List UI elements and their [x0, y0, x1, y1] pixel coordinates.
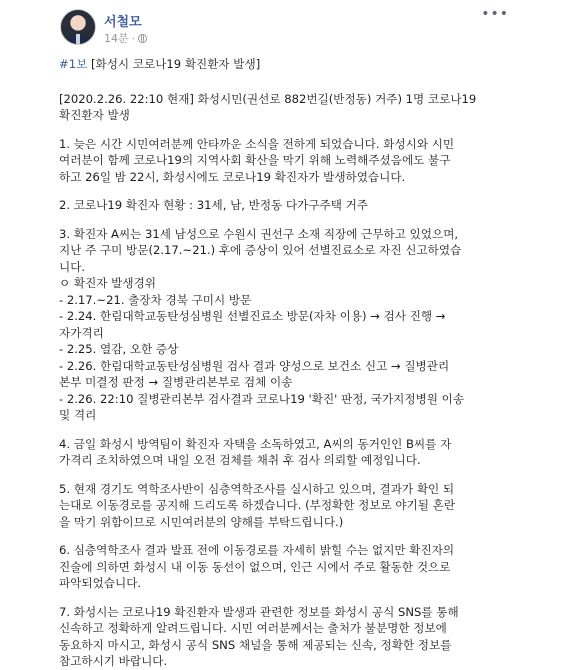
post-text-line: 는대로 이동경로를 공지해 드리도록 하겠습니다. (부정확한 정보로 야기될 혼란	[59, 498, 456, 512]
post-text-line: - 2.26. 22:10 질병관리본부 검사결과 코로나19 '확진' 판정, 국가지정병원 이송	[59, 391, 465, 406]
hashtag-link[interactable]: #1보	[59, 57, 88, 71]
post-text-line: 6. 심층역학조사 결과 발표 전에 이동경로를 자세히 밝힐 수는 없지만 확진자의	[59, 543, 455, 557]
post-text-line: - 2.24. 한림대학교동탄성심병원 선별진료소 방문(자차 이용) → 검사 진행 →	[59, 309, 446, 323]
post-text-line: 1. 늦은 시간 시민여러분께 안타까운 소식을 전하게 되었습니다. 화성시와 시민	[59, 136, 455, 151]
post-text-line: - 2.26. 한림대학교동탄성심병원 검사 결과 양성으로 보건소 신고 → 질병관리	[59, 358, 450, 373]
post-text-line: 지난 주 구미 방문(2.17.~21.) 후에 증상이 있어 선별진료소로 자진 신고하였습	[59, 243, 462, 257]
post-text-line: 확진환자 발생	[59, 108, 130, 122]
post-text-line: ㅇ 확진자 발생경위	[59, 276, 156, 290]
post-text-line: 본부 미결정 판정 → 질병관리본부로 검체 이송	[59, 375, 293, 389]
post-text-line: 7. 화성시는 코로나19 확진환자 발생과 관련한 정보를 화성시 공식 SNS를 통해	[59, 604, 459, 619]
more-options-icon[interactable]: •••	[481, 6, 509, 22]
post-text-line: 가격리 조치하였으며 내일 오전 검체를 채취 후 검사 의뢰할 예정입니다.	[59, 453, 421, 467]
post-text-line: 니다.	[59, 259, 86, 274]
post-text-line: 파악되었습니다.	[59, 576, 142, 590]
post-text-line: 진술에 의하면 화성시 내 이동 동선이 없으며, 인근 시에서 주로 활동한 것으로	[59, 559, 451, 574]
post-text-line: 4. 금일 화성시 방역팀이 확진자 자택을 소독하였고, A씨의 동거인인 B씨를 자	[59, 436, 452, 451]
post-text-line: [2020.2.26. 22:10 현재] 화성시민(권선로 882번길(반정동) 거주) 1명 코로나19	[59, 91, 477, 106]
globe-icon	[138, 34, 147, 43]
post-text-line: 하고 26일 밤 22시, 화성시에도 코로나19 확진자가 발생하였습니다.	[59, 169, 406, 184]
post-text-line: 자가격리	[59, 325, 104, 340]
post-content	[59, 56, 509, 670]
post-text-line: 여러분이 함께 코로나19의 지역사회 확산을 막기 위해 노력해주셨음에도 불구	[59, 153, 451, 167]
post-text-line: 신속하고 정확하게 알려드립니다. 시민 여러분께서는 출처가 불분명한 정보에	[59, 621, 447, 635]
post-text-line: 참고하시기 바랍니다.	[59, 654, 168, 668]
post-text-line: 3. 확진자 A씨는 31세 남성으로 수원시 권선구 소재 직장에 근무하고 있었으며,	[59, 226, 459, 241]
post-time[interactable]: 14분	[104, 32, 129, 45]
post-text-line: 을 막기 위함이므로 시민여러분의 양해를 부탁드립니다.)	[59, 514, 344, 529]
post-text-line: - 2.25. 열감, 오한 증상	[59, 342, 179, 356]
post-text-line: - 2.17.~21. 출장차 경북 구미시 방문	[59, 292, 252, 307]
post-title: #1보 [화성시 코로나19 확진환자 발생]	[59, 57, 261, 71]
post-meta: 14분 ·	[104, 30, 147, 46]
post-text-line: 2. 코로나19 확진자 현황 : 31세, 남, 반정동 다가구주택 거주	[59, 198, 369, 212]
avatar[interactable]	[60, 9, 96, 45]
post-text-line: 및 격리	[59, 408, 97, 422]
author-name[interactable]: 서철모	[104, 15, 142, 30]
post-text-line: 동요하지 마시고, 화성시 공식 SNS 채널을 통해 제공되는 신속, 정확한 정보를	[59, 637, 452, 652]
post-text-line: 5. 현재 경기도 역학조사반이 심층역학조사를 실시하고 있으며, 결과가 확인 되	[59, 481, 455, 496]
